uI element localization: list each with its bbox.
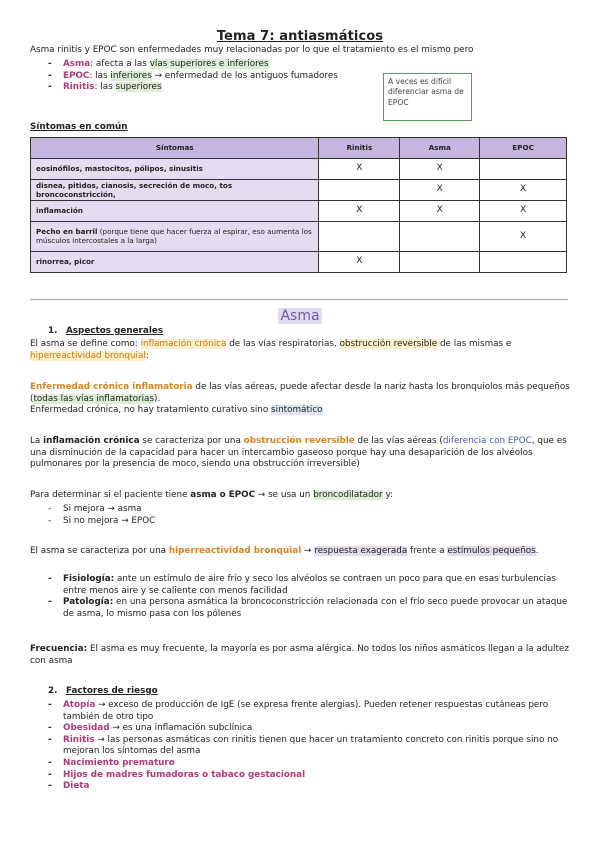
symptoms-table [30,137,567,273]
cell-epoc [480,159,567,180]
cell-epoc: X [480,201,567,222]
cell-epoc [480,252,567,273]
divider [30,299,568,300]
list-item: - Patología: en una persona asmática la broncoconstricción relacionada con el frío seco puede provocar un ataque de asma, lo mismo pasa con los pólenes [30,597,575,620]
table-header-row [31,138,567,159]
page-title: Tema 7: antiasmáticos [216,29,384,44]
cell-epoc: X [480,222,567,252]
row-label: disnea, pitidos, cianosis, secreción de moco, tos broncoconstricción, [31,180,319,201]
paragraph-chronic-inflammation: La inflamación crónica se caracteriza por una obstrucción reversible de las vías aéreas (diferencia con EPOC, que es una disminución de la capacidad para hacer un intercambio gaseoso porque hay una desaparición de los alvéolos pulmonares por la presencia de moco, siendo una obstrucción irreversible) [30,436,567,470]
subsection-heading-1: 1. Aspectos generales [48,326,164,336]
paragraph-frequency: Frecuencia: El asma es muy frecuente, la mayoría es por asma alérgica. No todos los niños asmáticos llegan a la adultez con asma [30,644,569,666]
list-item: - Si mejora → asma [30,504,575,516]
cell-rinitis [319,222,400,252]
paragraph-chronic-inflammatory: Enfermedad crónica inflamatoria de las vías aéreas, puede afectar desde la nariz hasta los bronquiolos más pequeños (todas las vías inflamatorias). Enfermedad crónica, no hay tratamiento curativo sino sintomático [30,382,570,416]
cell-rinitis: X [319,201,400,222]
table-row [31,222,567,252]
row-label: Pecho en barril (porque tiene que hacer fuerza al espirar, eso aumenta los músculos intercostales a la larga) [31,222,319,252]
cell-rinitis [319,180,400,201]
cell-asma [400,252,480,273]
definition-paragraph: El asma se define como: inflamación crónica de las vías respiratorias, obstrucción reversible de las mismas e hiperreactividad bronquial: [30,339,512,361]
column-header: Asma [400,138,480,159]
list-item: - Nacimiento prematuro [30,758,575,770]
column-header: EPOC [480,138,567,159]
table-row [31,159,567,180]
column-header: Síntomas [31,138,319,159]
list-item: - Rinitis: las superiores [30,82,375,94]
row-label: inflamación [31,201,319,222]
list-item: - Dieta [30,781,575,793]
list-item: - Asma: afecta a las vías superiores e inferiores [30,59,375,71]
intro-list [30,59,375,94]
table-row [31,201,567,222]
section-heading: Asma [280,308,320,324]
diagnosis-list [30,504,575,527]
intro-text: Asma rinitis y EPOC son enfermedades muy relacionadas por lo que el tratamiento es el mismo pero [30,45,474,55]
cell-asma: X [400,201,480,222]
cell-rinitis: X [319,252,400,273]
paragraph-diagnosis: Para determinar si el paciente tiene asma o EPOC → se usa un broncodilatador y: [30,490,393,500]
risk-factors-list [30,700,575,793]
table-row [31,252,567,273]
list-item: - Fisiología: ante un estímulo de aire frío y seco los alvéolos se contraen un poco para que en esas turbulencias entre menos aire y se caliente con menos facilidad [30,574,575,597]
cell-asma: X [400,180,480,201]
column-header: Rinitis [319,138,400,159]
list-item: - Atopía → exceso de producción de IgE (se expresa frente alergias). Pueden retener respuestas cutáneas pero también de otro tipo [30,700,575,723]
list-item: - Hijos de madres fumadoras o tabaco gestacional [30,770,575,782]
cell-epoc: X [480,180,567,201]
cell-asma [400,222,480,252]
row-label: rinorrea, picor [31,252,319,273]
list-item: - EPOC: las inferiores → enfermedad de los antiguos fumadores [30,71,375,83]
subsection-heading-2: 2. Factores de riesgo [48,686,158,696]
list-item: - Obesidad → es una inflamación subclínica [30,723,575,735]
symptoms-heading: Síntomas en común [30,122,128,132]
hyperreactivity-list [30,574,575,620]
note-box: A veces es difícil diferenciar asma de EPOC [383,73,472,121]
cell-rinitis: X [319,159,400,180]
row-label: eosinófilos, mastocitos, pólipos, sinusitis [31,159,319,180]
list-item: - Rinitis → las personas asmáticas con rinitis tienen que hacer un tratamiento concreto con rinitis porque sino no mejoran los síntomas del asma [30,735,575,758]
list-item: - Si no mejora → EPOC [30,516,575,528]
paragraph-hyperreactivity: El asma se caracteriza por una hiperreactividad bronquial → respuesta exagerada frente a estímulos pequeños. [30,546,539,556]
cell-asma: X [400,159,480,180]
table-row [31,180,567,201]
